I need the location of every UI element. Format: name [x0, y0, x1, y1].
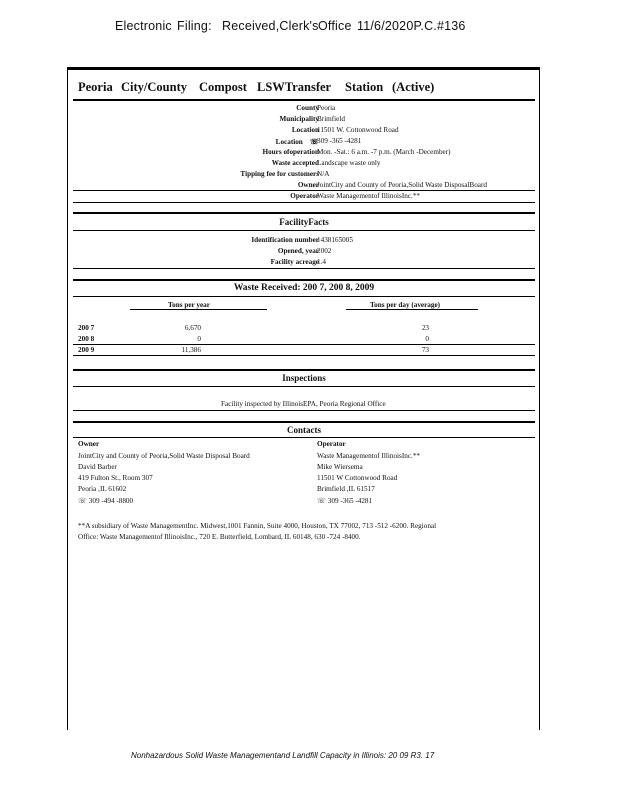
tons-year-underline — [130, 309, 267, 310]
waste-received-title: Waste Received: 200 7, 200 8, 2009 — [233, 283, 375, 293]
tons-per-year-header: Tons per year — [168, 301, 210, 309]
owner-value: JointCity and County of Peoria,Solid Waste DisposalBoard — [317, 181, 487, 189]
detail-rule — [73, 190, 535, 191]
contacts-title-rule — [73, 437, 535, 438]
contacts-operator-line: 309 -365 -4281 — [327, 497, 373, 505]
location-value: 11501 W. Cottonwood Road — [317, 126, 399, 134]
acreage-label: Facility acreage — [270, 258, 319, 266]
location-label: Location — [291, 126, 319, 134]
hours-label: Hours ofoperation — [262, 148, 319, 156]
contacts-operator-head: Operator — [317, 440, 346, 448]
phone-label-text: Location — [275, 138, 303, 146]
row-year: 200 7 — [78, 324, 95, 332]
tipping-fee-value: N/A — [317, 170, 330, 178]
acreage-value: 1.4 — [317, 258, 326, 266]
tipping-fee-label: Tipping fee for customers — [240, 170, 319, 178]
facility-name-lsw: LSWTransfer — [257, 80, 332, 94]
facts-rule — [73, 212, 535, 214]
contacts-owner-line: Peoria ,IL 61602 — [78, 485, 127, 493]
header-filing: Filing: — [177, 19, 212, 33]
subsidiary-note-line1: **A subsidiary of Waste ManagementInc. Midwest,1001 Fannin, Suite 4000, Houston, TX 77002, 713 -512 -6200. Regional — [78, 522, 437, 530]
facts-title-rule — [73, 230, 535, 231]
waste-accepted-value: Landscape waste only — [317, 159, 381, 167]
waste-row-rule — [73, 344, 535, 345]
operator-value: Waste Managementof IllinoisInc.** — [317, 192, 421, 200]
title-rule — [73, 99, 535, 101]
owner-label: Owner — [297, 181, 319, 189]
tons-per-day-header: Tons per day (average) — [370, 301, 441, 309]
contacts-operator-line: Waste Managementof IllinoisInc.** — [317, 452, 421, 460]
contacts-owner-head: Owner — [78, 440, 100, 448]
county-value: Peoria — [317, 104, 336, 112]
facility-name-compost: Compost — [199, 80, 247, 94]
inspections-bottom-rule — [73, 410, 535, 411]
opened-value: 2002 — [317, 247, 332, 255]
contacts-owner-line: 309 -494 -8800 — [88, 497, 134, 505]
header-electronic: Electronic — [115, 19, 172, 33]
facts-bottom-rule — [73, 268, 535, 269]
contacts-operator-line: Mike Wiersema — [317, 463, 363, 471]
row-tons-day: 23 — [421, 324, 429, 332]
row-year: 200 8 — [78, 335, 95, 343]
contacts-operator-line: Brimfield ,IL 61517 — [317, 485, 375, 493]
detail-bottom-rule — [73, 202, 535, 203]
subsidiary-note-line2: Office: Waste Managementof IllinoisInc., 720 E. Butterfield, Lombard, IL 60148, 630 -724 -8400. — [78, 533, 361, 541]
facility-status: (Active) — [392, 80, 435, 94]
contacts-operator-phone — [317, 496, 372, 505]
phone-icon: ☏ — [310, 138, 319, 146]
inspections-rule — [73, 369, 535, 371]
header-office: Office — [318, 19, 352, 33]
phone-label — [276, 137, 319, 146]
inspections-title: Inspections — [282, 373, 326, 383]
row-tons-year: 6,670 — [184, 324, 201, 332]
row-tons-year: 11,386 — [181, 346, 201, 354]
row-tons-day: 0 — [425, 335, 429, 343]
row-tons-year: 0 — [197, 335, 201, 343]
waste-rule — [73, 279, 535, 281]
phone-icon: ☏ — [78, 497, 87, 505]
facility-name-city: Peoria — [78, 80, 113, 94]
waste-accepted-label: Waste accepted — [271, 159, 319, 167]
identification-label: Identification number — [251, 236, 319, 244]
contacts-title: Contacts — [287, 425, 321, 435]
contacts-operator-line: 11501 W Cottonwood Road — [317, 474, 398, 482]
contacts-owner-line: JointCity and County of Peoria,Solid Waste Disposal Board — [78, 452, 250, 460]
operator-label: Operator — [290, 192, 319, 200]
facility-sheet — [67, 67, 540, 730]
phone-icon: ☏ — [317, 497, 326, 505]
hours-value: Mon. -Sat.: 6 a.m. -7 p.m. (March -December) — [317, 148, 451, 156]
facility-name-station: Station — [345, 80, 384, 94]
waste-bottom-rule — [73, 355, 535, 356]
phone-value: 309 -365 -4281 — [317, 137, 362, 145]
county-label: County — [296, 104, 319, 112]
municipality-value: Brimfield — [317, 115, 345, 123]
header-received: Received,Clerk's — [222, 19, 319, 33]
page-footer: Nonhazardous Solid Waste Managementand Landfill Capacity in Illinois: 20 09 R3. 17 — [131, 751, 435, 760]
tons-day-underline — [346, 309, 478, 310]
facility-facts-title: FacilityFacts — [279, 217, 329, 227]
identification-value: 1438165005 — [317, 236, 353, 244]
inspections-text: Facility inspected by IllinoisEPA, Peoria Regional Office — [221, 400, 386, 408]
row-tons-day: 73 — [421, 346, 429, 354]
contacts-owner-line: 419 Fulton St., Room 307 — [78, 474, 153, 482]
opened-label: Opened, year — [277, 247, 319, 255]
inspections-title-rule — [73, 386, 535, 387]
facility-name-type: City/County — [121, 80, 187, 94]
contacts-owner-phone — [78, 496, 133, 505]
contacts-rule — [73, 421, 535, 423]
header-date-ref: 11/6/2020P.C.#136 — [357, 19, 466, 33]
waste-title-rule — [73, 296, 535, 297]
row-year: 200 9 — [78, 346, 95, 354]
contacts-owner-line: David Barber — [78, 463, 117, 471]
municipality-label: Municipality — [279, 115, 319, 123]
